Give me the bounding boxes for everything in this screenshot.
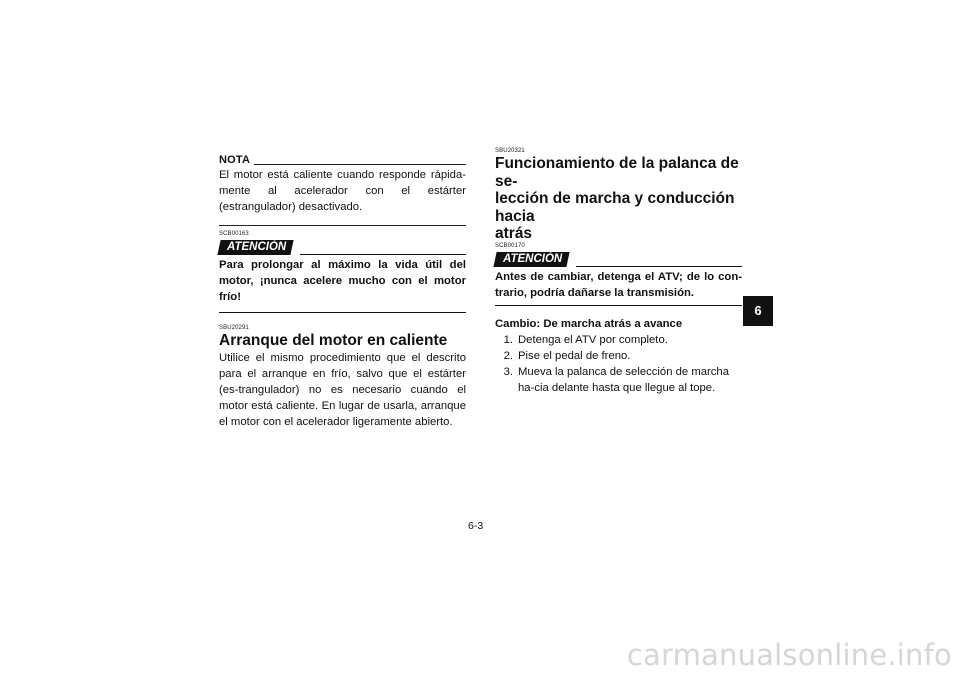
watermark: carmanualsonline.info	[626, 638, 952, 672]
caution-text: Antes de cambiar, detenga el ATV; de lo con-trario, podría dañarse la transmisión.	[495, 270, 742, 299]
chapter-tab: 6	[743, 296, 773, 326]
note-end-rule	[219, 225, 466, 226]
step-number: 3.	[503, 365, 513, 378]
caution-label: ATENCIÓN	[227, 241, 287, 253]
section-title-line: Funcionamiento de la palanca de se-	[495, 155, 739, 190]
caution-end-rule	[495, 305, 742, 306]
step-text: Pise el pedal de freno.	[518, 349, 631, 362]
step-number: 2.	[503, 349, 513, 362]
caution-end-rule	[219, 312, 466, 313]
note-header	[219, 152, 466, 166]
caution-rule	[300, 254, 466, 255]
step-item	[495, 348, 742, 364]
step-text: Mueva la palanca de selección de marcha ha-cia delante hasta que llegue al tope.	[518, 365, 730, 394]
right-column	[495, 148, 742, 396]
note-label: NOTA	[219, 154, 251, 166]
step-item	[495, 332, 742, 348]
procedure-heading: Cambio: De marcha atrás a avance	[495, 317, 683, 330]
caution-header	[495, 250, 742, 267]
note-text: El motor está caliente cuando responde rápida-mente al acelerador con el estárter (estrangulador) desactivado.	[219, 169, 466, 213]
section-code: SBU20291	[219, 325, 249, 331]
caution-text: Para prolongar al máximo la vida útil del motor, ¡nunca acelere mucho con el motor frío!	[219, 259, 466, 303]
step-item	[495, 364, 742, 396]
section-title	[495, 155, 742, 243]
caution-badge	[493, 252, 569, 267]
page-number: 6-3	[468, 520, 484, 532]
section-title-line: lección de marcha y conducción hacia	[495, 190, 735, 225]
left-column	[219, 152, 466, 430]
step-text: Detenga el ATV por completo.	[518, 333, 668, 346]
caution-code: SCB00170	[495, 242, 525, 249]
caution-rule	[576, 266, 742, 267]
section-text: Utilice el mismo procedimiento que el descrito para el arranque en frío, salvo que el estárter (es-trangulador) no es necesario cuando el motor está caliente. En lugar de usarla, arranque el motor con el acelerador ligeramente abierto.	[219, 352, 466, 428]
step-number: 1.	[503, 333, 513, 346]
caution-code: SCB00163	[219, 231, 249, 237]
caution-badge	[217, 240, 293, 255]
caution-label: ATENCIÓN	[503, 252, 563, 265]
section-title-line: atrás	[495, 225, 533, 242]
section-code: SBU20321	[495, 148, 525, 154]
procedure-steps	[495, 332, 742, 396]
section-title: Arranque del motor en caliente	[219, 332, 448, 349]
caution-header	[219, 238, 466, 255]
note-rule	[254, 164, 466, 165]
